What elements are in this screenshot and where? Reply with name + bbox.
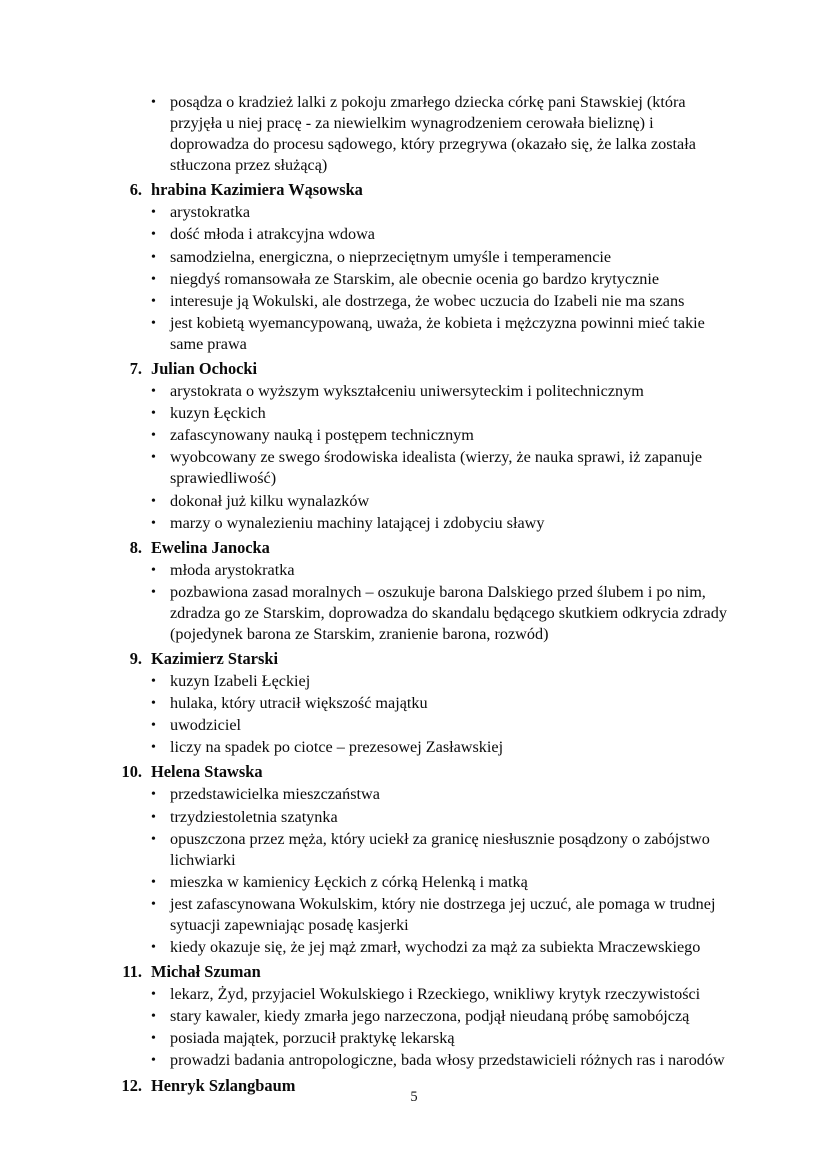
section-heading (118, 357, 734, 380)
continued-bullet-list (118, 92, 734, 176)
section-number: 9. (129, 649, 142, 669)
list-item: • dość młoda i atrakcyjna wdowa (118, 224, 734, 245)
section-heading (118, 536, 734, 559)
section-title: Michał Szuman (151, 962, 261, 982)
list-item: • przedstawicielka mieszczaństwa (118, 784, 734, 805)
list-item: • arystokrata o wyższym wykształceniu uniwersyteckim i politechnicznym (118, 381, 734, 402)
section-number: 12. (121, 1075, 142, 1095)
section-bullet-list (118, 984, 734, 1071)
section-heading (118, 960, 734, 983)
list-item: • jest zafascynowana Wokulskim, który nie dostrzega jej uczuć, ale pomaga w trudnej sytuacji zapewniając posadę kasjerki (118, 894, 734, 936)
numbered-section-7 (118, 357, 734, 534)
section-heading (118, 760, 734, 783)
document-body (118, 92, 734, 1098)
list-item: • trzydziestoletnia szatynka (118, 807, 734, 828)
section-bullet-list (118, 784, 734, 958)
section-title: Julian Ochocki (151, 359, 258, 379)
section-number: 10. (121, 762, 142, 782)
list-item: • kuzyn Izabeli Łęckiej (118, 671, 734, 692)
list-item: • mieszka w kamienicy Łęckich z córką Helenką i matką (118, 872, 734, 893)
list-item: • interesuje ją Wokulski, ale dostrzega, że wobec uczucia do Izabeli nie ma szans (118, 291, 734, 312)
list-item: • młoda arystokratka (118, 560, 734, 581)
section-title: Ewelina Janocka (151, 537, 270, 557)
numbered-section-8 (118, 536, 734, 645)
numbered-section-11 (118, 960, 734, 1071)
section-heading (118, 178, 734, 201)
list-item: • liczy na spadek po ciotce – prezesowej Zasławskiej (118, 737, 734, 758)
list-item: • niegdyś romansowała ze Starskim, ale obecnie ocenia go bardzo krytycznie (118, 269, 734, 290)
list-item: • zafascynowany nauką i postępem technicznym (118, 425, 734, 446)
list-item: • prowadzi badania antropologiczne, bada włosy przedstawicieli różnych ras i narodów (118, 1050, 734, 1071)
list-item: • wyobcowany ze swego środowiska idealista (wierzy, że nauka sprawi, iż zapanuje sprawiedliwość) (118, 447, 734, 489)
list-item: • kiedy okazuje się, że jej mąż zmarł, wychodzi za mąż za subiekta Mraczewskiego (118, 937, 734, 958)
numbered-section-10 (118, 760, 734, 958)
list-item: • dokonał już kilku wynalazków (118, 491, 734, 512)
list-item: • arystokratka (118, 202, 734, 223)
list-item: • opuszczona przez męża, który uciekł za granicę niesłusznie posądzony o zabójstwo lichwiarki (118, 829, 734, 871)
section-title: hrabina Kazimiera Wąsowska (151, 180, 363, 200)
list-item: • stary kawaler, kiedy zmarła jego narzeczona, podjął nieudaną próbę samobójczą (118, 1006, 734, 1027)
list-item: • posiada majątek, porzucił praktykę lekarską (118, 1028, 734, 1049)
section-title: Henryk Szlangbaum (151, 1075, 296, 1095)
list-item: • lekarz, Żyd, przyjaciel Wokulskiego i Rzeckiego, wnikliwy krytyk rzeczywistości (118, 984, 734, 1005)
section-title: Kazimierz Starski (151, 649, 278, 669)
section-bullet-list (118, 202, 734, 355)
page-number: 5 (410, 1089, 418, 1105)
list-item: • pozbawiona zasad moralnych – oszukuje barona Dalskiego przed ślubem i po nim, zdradza go ze Starskim, doprowadza do skandalu będącego skutkiem odkrycia zdrady (pojedynek barona ze Starskim, zranienie barona, rozwód) (118, 582, 734, 645)
list-item: • samodzielna, energiczna, o nieprzeciętnym umyśle i temperamencie (118, 247, 734, 268)
section-bullet-list (118, 381, 734, 534)
numbered-section-9 (118, 647, 734, 758)
section-bullet-list (118, 671, 734, 758)
section-number: 7. (129, 359, 142, 379)
list-item: • jest kobietą wyemancypowaną, uważa, że kobieta i mężczyzna powinni mieć takie same prawa (118, 313, 734, 355)
list-item: • uwodziciel (118, 715, 734, 736)
list-item: • kuzyn Łęckich (118, 403, 734, 424)
section-title: Helena Stawska (151, 762, 263, 782)
list-item: • hulaka, który utracił większość majątku (118, 693, 734, 714)
list-item: • marzy o wynalezieniu machiny latającej i zdobyciu sławy (118, 513, 734, 534)
section-number: 6. (129, 180, 142, 200)
section-heading (118, 647, 734, 670)
numbered-section-6 (118, 178, 734, 355)
section-number: 8. (129, 537, 142, 557)
section-number: 11. (122, 962, 142, 982)
list-item: • posądza o kradzież lalki z pokoju zmarłego dziecka córkę pani Stawskiej (która przyjęła u niej pracę - za niewielkim wynagrodzeniem cerowała bieliznę) i doprowadza do procesu sądowego, który przegrywa (okazało się, że lalka została stłuczona przez służącą) (118, 92, 734, 176)
section-bullet-list (118, 560, 734, 645)
